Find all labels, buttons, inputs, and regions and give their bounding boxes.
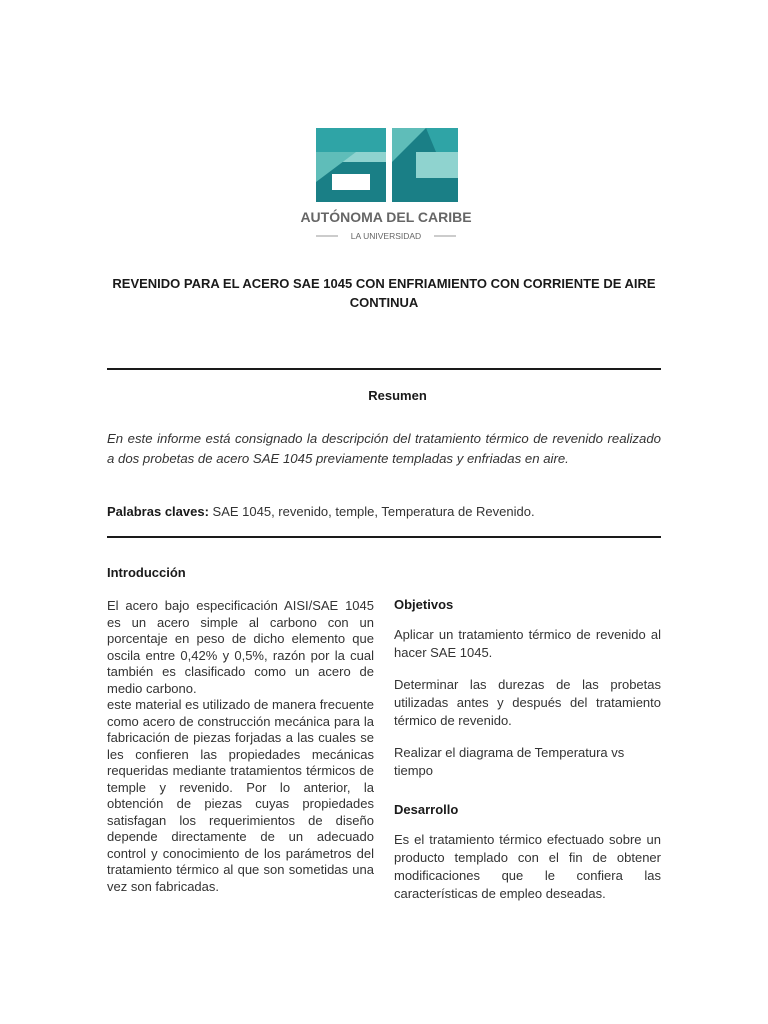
- keywords: [107, 502, 661, 521]
- objetivos-heading: Objetivos: [394, 597, 454, 612]
- introduccion-paragraph-2: este material es utilizado de manera frecuente como acero de construcción mecánica para la fabricación de piezas forjadas a las cuales se les confieren las propiedades mecánicas requeridas mediante tratamientos térmicos de temple y revenido. Por lo anterior, la obtención de piezas cuyas propiedades satisfagan los requerimientos de diseño depende directamente de un adecuado control y conocimiento de los parámetros del tratamiento térmico al que son sometidas una vez son fabricadas.: [107, 697, 374, 894]
- introduccion-paragraph-1: El acero bajo especificación AISI/SAE 1045 es un acero simple al carbono con un porcentaje en peso de dicho elemento que oscila entre 0,42% y 0,5%, razón por la cual también es clasificado como un acero de medio carbono.: [107, 598, 374, 696]
- logo-name: AUTÓNOMA DEL CARIBE: [300, 209, 472, 225]
- resumen-heading: Resumen: [368, 388, 427, 403]
- divider-bottom: [107, 536, 661, 538]
- university-logo: [286, 122, 486, 252]
- left-column: [107, 565, 374, 895]
- objetivo-item: Realizar el diagrama de Temperatura vs tiempo: [394, 745, 625, 778]
- objetivo-item: Aplicar un tratamiento térmico de revenido al hacer SAE 1045.: [394, 627, 661, 660]
- desarrollo-heading: Desarrollo: [394, 802, 459, 817]
- right-column: [394, 597, 661, 903]
- keywords-text: SAE 1045, revenido, temple, Temperatura de Revenido.: [208, 504, 535, 519]
- logo-tagline: LA UNIVERSIDAD: [350, 231, 422, 241]
- introduccion-heading: Introducción: [107, 565, 186, 580]
- objetivo-item: Determinar las durezas de las probetas utilizadas antes y después del tratamiento térmico de revenido.: [394, 677, 661, 728]
- divider-top: [107, 368, 661, 370]
- desarrollo-text: Es el tratamiento térmico efectuado sobre un producto templado con el fin de obtener modificaciones que le confiera las características de empleo deseadas.: [394, 832, 661, 901]
- keywords-label: Palabras claves:: [107, 504, 209, 519]
- document-title: REVENIDO PARA EL ACERO SAE 1045 CON ENFRIAMIENTO CON CORRIENTE DE AIRE CONTINUA: [112, 276, 656, 310]
- logo-mark-icon: [286, 122, 486, 252]
- resumen-text: En este informe está consignado la descripción del tratamiento térmico de revenido realizado a dos probetas de acero SAE 1045 previamente templadas y enfriadas en aire.: [107, 431, 661, 466]
